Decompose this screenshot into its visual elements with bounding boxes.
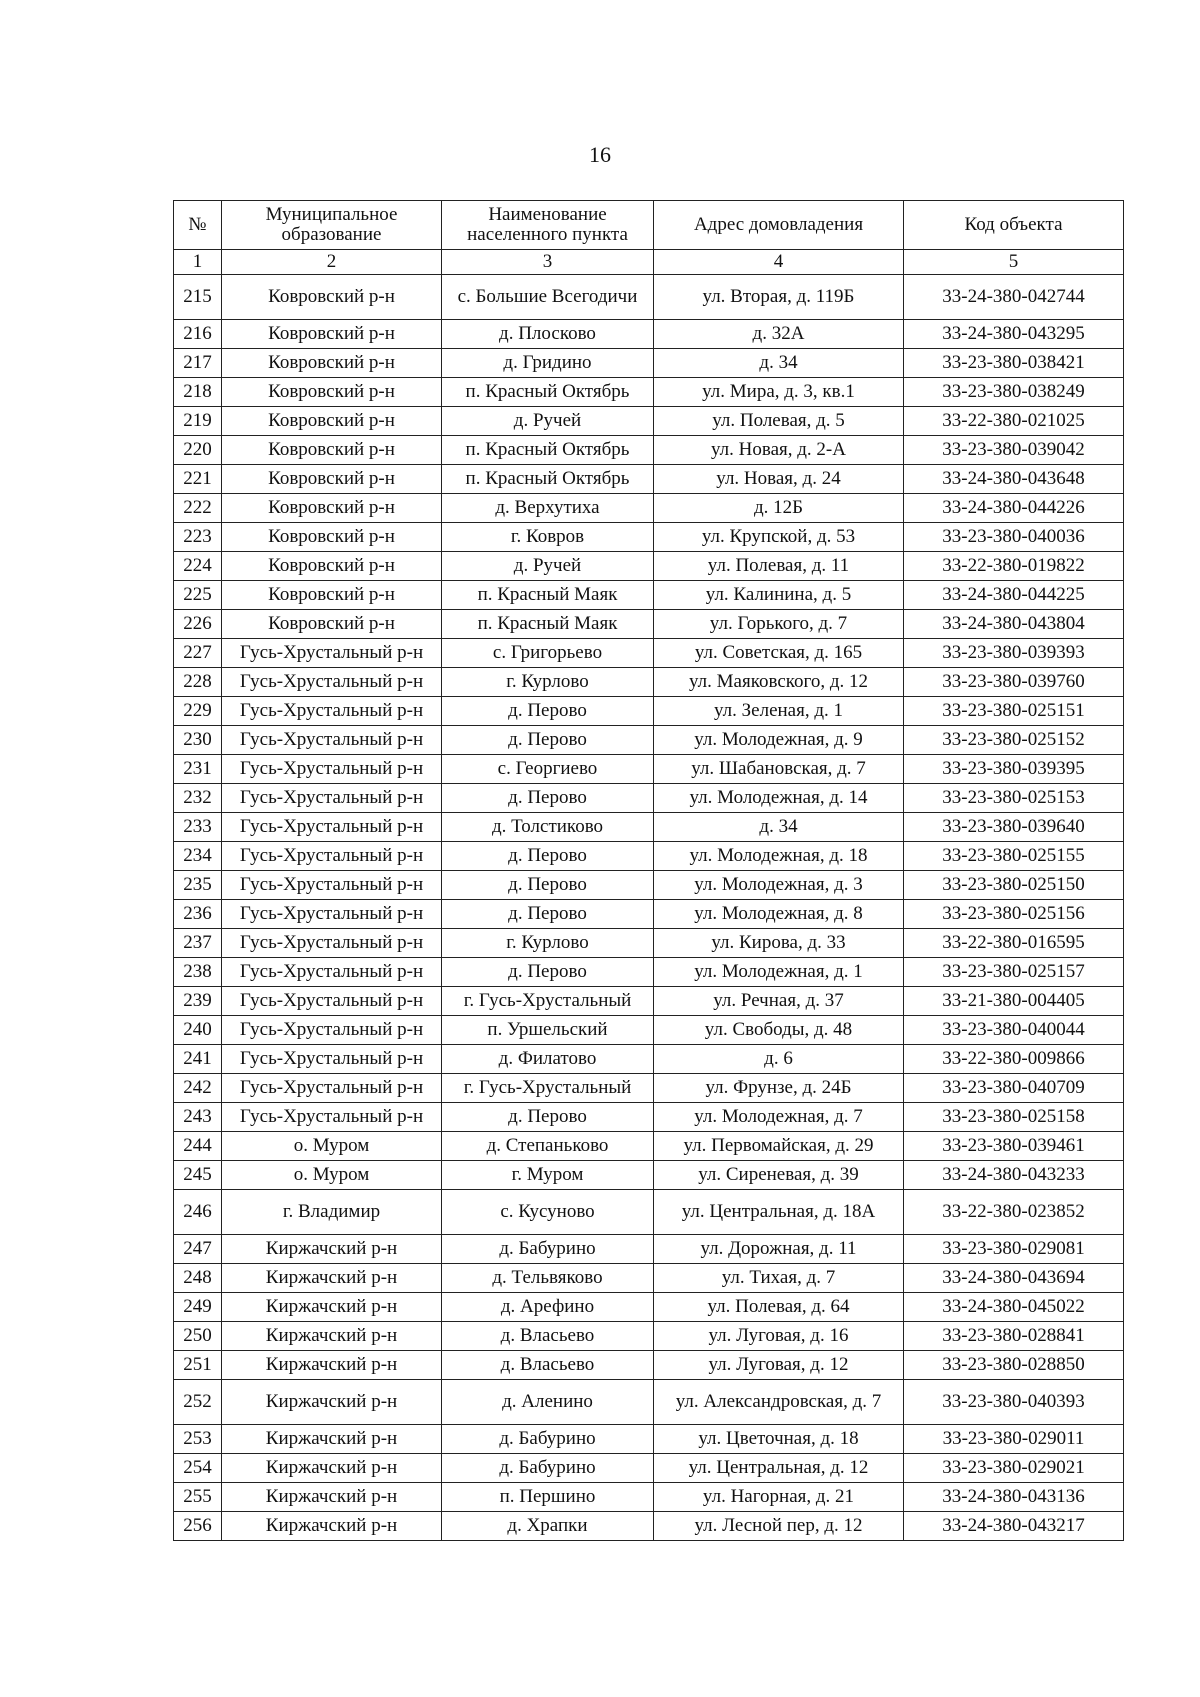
table-row bbox=[174, 1235, 1124, 1264]
row-number-cell: 250 bbox=[174, 1322, 222, 1351]
settlement-cell: д. Аленино bbox=[442, 1380, 654, 1425]
object-code-cell: 33-23-380-039042 bbox=[904, 436, 1124, 465]
address-cell: ул. Шабановская, д. 7 bbox=[654, 755, 904, 784]
settlement-cell: п. Красный Октябрь bbox=[442, 378, 654, 407]
row-number-cell: 219 bbox=[174, 407, 222, 436]
address-cell: ул. Свободы, д. 48 bbox=[654, 1016, 904, 1045]
object-code-cell: 33-23-380-029021 bbox=[904, 1454, 1124, 1483]
address-cell: д. 6 bbox=[654, 1045, 904, 1074]
row-number-cell: 251 bbox=[174, 1351, 222, 1380]
row-number-cell: 244 bbox=[174, 1132, 222, 1161]
table-row bbox=[174, 813, 1124, 842]
address-cell: ул. Полевая, д. 11 bbox=[654, 552, 904, 581]
table-row bbox=[174, 494, 1124, 523]
table-row bbox=[174, 1351, 1124, 1380]
address-cell: ул. Крупской, д. 53 bbox=[654, 523, 904, 552]
address-cell: д. 34 bbox=[654, 813, 904, 842]
municipality-cell: Ковровский р-н bbox=[222, 436, 442, 465]
address-cell: ул. Молодежная, д. 1 bbox=[654, 958, 904, 987]
page-number: 16 bbox=[589, 142, 611, 167]
object-code-cell: 33-23-380-038249 bbox=[904, 378, 1124, 407]
table-row bbox=[174, 523, 1124, 552]
address-cell: ул. Молодежная, д. 14 bbox=[654, 784, 904, 813]
table-row bbox=[174, 581, 1124, 610]
settlement-cell: п. Красный Маяк bbox=[442, 581, 654, 610]
settlement-cell: д. Бабурино bbox=[442, 1425, 654, 1454]
address-cell: ул. Маяковского, д. 12 bbox=[654, 668, 904, 697]
row-number-cell: 248 bbox=[174, 1264, 222, 1293]
object-code-cell: 33-24-380-043648 bbox=[904, 465, 1124, 494]
municipality-cell: Гусь-Хрустальный р-н bbox=[222, 697, 442, 726]
settlement-cell: д. Бабурино bbox=[442, 1454, 654, 1483]
header-number: № bbox=[174, 201, 222, 250]
table-row bbox=[174, 436, 1124, 465]
settlement-cell: д. Ручей bbox=[442, 552, 654, 581]
settlement-cell: с. Георгиево bbox=[442, 755, 654, 784]
column-number-row bbox=[174, 250, 1124, 275]
table-body bbox=[174, 275, 1124, 1541]
object-code-cell: 33-24-380-044226 bbox=[904, 494, 1124, 523]
object-code-cell: 33-22-380-016595 bbox=[904, 929, 1124, 958]
municipality-cell: Гусь-Хрустальный р-н bbox=[222, 1103, 442, 1132]
table-row bbox=[174, 958, 1124, 987]
municipality-cell: Гусь-Хрустальный р-н bbox=[222, 871, 442, 900]
table-row bbox=[174, 900, 1124, 929]
address-cell: ул. Лесной пер, д. 12 bbox=[654, 1512, 904, 1541]
table-row bbox=[174, 987, 1124, 1016]
settlement-cell: д. Филатово bbox=[442, 1045, 654, 1074]
row-number-cell: 231 bbox=[174, 755, 222, 784]
settlement-cell: с. Большие Всегодичи bbox=[442, 275, 654, 320]
row-number-cell: 220 bbox=[174, 436, 222, 465]
row-number-cell: 238 bbox=[174, 958, 222, 987]
settlement-cell: с. Кусуново bbox=[442, 1190, 654, 1235]
municipality-cell: Киржачский р-н bbox=[222, 1425, 442, 1454]
header-settlement: Наименование населенного пункта bbox=[442, 201, 654, 250]
settlement-cell: п. Красный Маяк bbox=[442, 610, 654, 639]
row-number-cell: 245 bbox=[174, 1161, 222, 1190]
object-code-cell: 33-23-380-039393 bbox=[904, 639, 1124, 668]
row-number-cell: 218 bbox=[174, 378, 222, 407]
table-row bbox=[174, 1190, 1124, 1235]
object-code-cell: 33-23-380-025150 bbox=[904, 871, 1124, 900]
address-cell: ул. Калинина, д. 5 bbox=[654, 581, 904, 610]
object-code-cell: 33-24-380-043217 bbox=[904, 1512, 1124, 1541]
municipality-cell: Ковровский р-н bbox=[222, 523, 442, 552]
object-code-cell: 33-23-380-040393 bbox=[904, 1380, 1124, 1425]
address-cell: ул. Мира, д. 3, кв.1 bbox=[654, 378, 904, 407]
address-cell: ул. Кирова, д. 33 bbox=[654, 929, 904, 958]
object-code-cell: 33-23-380-039461 bbox=[904, 1132, 1124, 1161]
object-code-cell: 33-23-380-040709 bbox=[904, 1074, 1124, 1103]
row-number-cell: 237 bbox=[174, 929, 222, 958]
table-row bbox=[174, 275, 1124, 320]
address-cell: ул. Речная, д. 37 bbox=[654, 987, 904, 1016]
municipality-cell: Киржачский р-н bbox=[222, 1322, 442, 1351]
settlement-cell: д. Перово bbox=[442, 784, 654, 813]
address-cell: ул. Центральная, д. 18А bbox=[654, 1190, 904, 1235]
settlement-cell: д. Перово bbox=[442, 958, 654, 987]
settlement-cell: д. Перово bbox=[442, 1103, 654, 1132]
table-row bbox=[174, 407, 1124, 436]
table-row bbox=[174, 610, 1124, 639]
settlement-cell: г. Гусь-Хрустальный bbox=[442, 1074, 654, 1103]
column-number: 2 bbox=[222, 250, 442, 275]
table-row bbox=[174, 1103, 1124, 1132]
row-number-cell: 216 bbox=[174, 320, 222, 349]
row-number-cell: 247 bbox=[174, 1235, 222, 1264]
municipality-cell: Гусь-Хрустальный р-н bbox=[222, 958, 442, 987]
object-code-cell: 33-22-380-023852 bbox=[904, 1190, 1124, 1235]
row-number-cell: 254 bbox=[174, 1454, 222, 1483]
municipality-cell: Гусь-Хрустальный р-н bbox=[222, 900, 442, 929]
row-number-cell: 249 bbox=[174, 1293, 222, 1322]
column-number: 4 bbox=[654, 250, 904, 275]
row-number-cell: 236 bbox=[174, 900, 222, 929]
settlement-cell: д. Толстиково bbox=[442, 813, 654, 842]
settlement-cell: п. Красный Октябрь bbox=[442, 436, 654, 465]
settlement-cell: г. Курлово bbox=[442, 929, 654, 958]
settlement-cell: д. Перово bbox=[442, 871, 654, 900]
table-row bbox=[174, 378, 1124, 407]
table-row bbox=[174, 1016, 1124, 1045]
object-code-cell: 33-23-380-029081 bbox=[904, 1235, 1124, 1264]
row-number-cell: 243 bbox=[174, 1103, 222, 1132]
object-code-cell: 33-22-380-019822 bbox=[904, 552, 1124, 581]
municipality-cell: Киржачский р-н bbox=[222, 1380, 442, 1425]
address-cell: д. 32А bbox=[654, 320, 904, 349]
row-number-cell: 229 bbox=[174, 697, 222, 726]
object-code-cell: 33-24-380-043136 bbox=[904, 1483, 1124, 1512]
table-row bbox=[174, 1045, 1124, 1074]
table-row bbox=[174, 1161, 1124, 1190]
municipality-cell: Киржачский р-н bbox=[222, 1235, 442, 1264]
settlement-cell: д. Храпки bbox=[442, 1512, 654, 1541]
table-row bbox=[174, 784, 1124, 813]
municipality-cell: Гусь-Хрустальный р-н bbox=[222, 755, 442, 784]
address-cell: ул. Горького, д. 7 bbox=[654, 610, 904, 639]
object-code-cell: 33-23-380-039760 bbox=[904, 668, 1124, 697]
address-cell: ул. Молодежная, д. 3 bbox=[654, 871, 904, 900]
municipality-cell: Киржачский р-н bbox=[222, 1512, 442, 1541]
row-number-cell: 233 bbox=[174, 813, 222, 842]
table-row bbox=[174, 552, 1124, 581]
object-code-cell: 33-23-380-025151 bbox=[904, 697, 1124, 726]
settlement-cell: г. Гусь-Хрустальный bbox=[442, 987, 654, 1016]
settlement-cell: д. Перово bbox=[442, 726, 654, 755]
municipality-cell: Киржачский р-н bbox=[222, 1483, 442, 1512]
municipality-cell: Гусь-Хрустальный р-н bbox=[222, 813, 442, 842]
settlement-cell: п. Першино bbox=[442, 1483, 654, 1512]
municipality-cell: г. Владимир bbox=[222, 1190, 442, 1235]
table-row bbox=[174, 842, 1124, 871]
header-address: Адрес домовладения bbox=[654, 201, 904, 250]
address-cell: ул. Молодежная, д. 18 bbox=[654, 842, 904, 871]
settlement-cell: д. Перово bbox=[442, 900, 654, 929]
table-row bbox=[174, 465, 1124, 494]
settlement-cell: д. Власьево bbox=[442, 1351, 654, 1380]
address-cell: ул. Луговая, д. 16 bbox=[654, 1322, 904, 1351]
table-row bbox=[174, 1483, 1124, 1512]
municipality-cell: Ковровский р-н bbox=[222, 378, 442, 407]
address-cell: ул. Новая, д. 24 bbox=[654, 465, 904, 494]
municipality-cell: Гусь-Хрустальный р-н bbox=[222, 668, 442, 697]
row-number-cell: 215 bbox=[174, 275, 222, 320]
object-code-cell: 33-23-380-025156 bbox=[904, 900, 1124, 929]
address-cell: ул. Дорожная, д. 11 bbox=[654, 1235, 904, 1264]
row-number-cell: 232 bbox=[174, 784, 222, 813]
settlement-cell: д. Плосково bbox=[442, 320, 654, 349]
header-object-code: Код объекта bbox=[904, 201, 1124, 250]
column-number: 3 bbox=[442, 250, 654, 275]
municipality-cell: Ковровский р-н bbox=[222, 407, 442, 436]
row-number-cell: 230 bbox=[174, 726, 222, 755]
header-row bbox=[174, 201, 1124, 250]
municipality-cell: Киржачский р-н bbox=[222, 1293, 442, 1322]
table-row bbox=[174, 668, 1124, 697]
object-code-cell: 33-22-380-009866 bbox=[904, 1045, 1124, 1074]
object-code-cell: 33-23-380-025153 bbox=[904, 784, 1124, 813]
settlement-cell: г. Муром bbox=[442, 1161, 654, 1190]
settlement-cell: д. Степаньково bbox=[442, 1132, 654, 1161]
row-number-cell: 217 bbox=[174, 349, 222, 378]
object-code-cell: 33-23-380-040036 bbox=[904, 523, 1124, 552]
settlement-cell: п. Красный Октябрь bbox=[442, 465, 654, 494]
municipality-cell: Ковровский р-н bbox=[222, 610, 442, 639]
settlement-cell: д. Верхутиха bbox=[442, 494, 654, 523]
municipality-cell: Гусь-Хрустальный р-н bbox=[222, 726, 442, 755]
address-cell: ул. Молодежная, д. 8 bbox=[654, 900, 904, 929]
table-row bbox=[174, 320, 1124, 349]
object-code-cell: 33-23-380-025152 bbox=[904, 726, 1124, 755]
object-code-cell: 33-24-380-043295 bbox=[904, 320, 1124, 349]
row-number-cell: 241 bbox=[174, 1045, 222, 1074]
table-row bbox=[174, 929, 1124, 958]
table-row bbox=[174, 1132, 1124, 1161]
municipality-cell: о. Муром bbox=[222, 1132, 442, 1161]
municipality-cell: Гусь-Хрустальный р-н bbox=[222, 842, 442, 871]
row-number-cell: 246 bbox=[174, 1190, 222, 1235]
table-row bbox=[174, 1454, 1124, 1483]
object-code-cell: 33-24-380-044225 bbox=[904, 581, 1124, 610]
municipality-cell: Гусь-Хрустальный р-н bbox=[222, 987, 442, 1016]
address-cell: ул. Молодежная, д. 7 bbox=[654, 1103, 904, 1132]
address-cell: ул. Александровская, д. 7 bbox=[654, 1380, 904, 1425]
settlement-cell: п. Уршельский bbox=[442, 1016, 654, 1045]
municipality-cell: Гусь-Хрустальный р-н bbox=[222, 784, 442, 813]
settlement-cell: д. Тельвяково bbox=[442, 1264, 654, 1293]
row-number-cell: 253 bbox=[174, 1425, 222, 1454]
row-number-cell: 239 bbox=[174, 987, 222, 1016]
address-cell: ул. Первомайская, д. 29 bbox=[654, 1132, 904, 1161]
address-cell: д. 34 bbox=[654, 349, 904, 378]
municipality-cell: Ковровский р-н bbox=[222, 494, 442, 523]
row-number-cell: 224 bbox=[174, 552, 222, 581]
municipality-cell: Гусь-Хрустальный р-н bbox=[222, 639, 442, 668]
table-row bbox=[174, 1322, 1124, 1351]
municipality-cell: Ковровский р-н bbox=[222, 465, 442, 494]
table-row bbox=[174, 755, 1124, 784]
address-cell: ул. Нагорная, д. 21 bbox=[654, 1483, 904, 1512]
row-number-cell: 226 bbox=[174, 610, 222, 639]
address-cell: ул. Тихая, д. 7 bbox=[654, 1264, 904, 1293]
row-number-cell: 221 bbox=[174, 465, 222, 494]
object-code-cell: 33-23-380-038421 bbox=[904, 349, 1124, 378]
municipality-cell: Ковровский р-н bbox=[222, 320, 442, 349]
row-number-cell: 255 bbox=[174, 1483, 222, 1512]
municipality-cell: Киржачский р-н bbox=[222, 1351, 442, 1380]
municipality-cell: Ковровский р-н bbox=[222, 581, 442, 610]
address-cell: ул. Луговая, д. 12 bbox=[654, 1351, 904, 1380]
address-cell: ул. Зеленая, д. 1 bbox=[654, 697, 904, 726]
settlement-cell: д. Перово bbox=[442, 697, 654, 726]
objects-table bbox=[173, 200, 1124, 1541]
address-cell: ул. Сиреневая, д. 39 bbox=[654, 1161, 904, 1190]
municipality-cell: Гусь-Хрустальный р-н bbox=[222, 929, 442, 958]
municipality-cell: Гусь-Хрустальный р-н bbox=[222, 1074, 442, 1103]
table-row bbox=[174, 697, 1124, 726]
address-cell: ул. Вторая, д. 119Б bbox=[654, 275, 904, 320]
header-municipality: Муниципальное образование bbox=[222, 201, 442, 250]
table-row bbox=[174, 871, 1124, 900]
object-code-cell: 33-21-380-004405 bbox=[904, 987, 1124, 1016]
object-code-cell: 33-23-380-040044 bbox=[904, 1016, 1124, 1045]
municipality-cell: о. Муром bbox=[222, 1161, 442, 1190]
table-row bbox=[174, 639, 1124, 668]
table-row bbox=[174, 1074, 1124, 1103]
table-row bbox=[174, 349, 1124, 378]
address-cell: ул. Цветочная, д. 18 bbox=[654, 1425, 904, 1454]
municipality-cell: Киржачский р-н bbox=[222, 1454, 442, 1483]
settlement-cell: с. Григорьево bbox=[442, 639, 654, 668]
settlement-cell: д. Власьево bbox=[442, 1322, 654, 1351]
address-cell: ул. Молодежная, д. 9 bbox=[654, 726, 904, 755]
table-row bbox=[174, 1293, 1124, 1322]
address-cell: ул. Фрунзе, д. 24Б bbox=[654, 1074, 904, 1103]
object-code-cell: 33-23-380-025155 bbox=[904, 842, 1124, 871]
column-number: 1 bbox=[174, 250, 222, 275]
table-row bbox=[174, 1264, 1124, 1293]
row-number-cell: 228 bbox=[174, 668, 222, 697]
settlement-cell: д. Перово bbox=[442, 842, 654, 871]
row-number-cell: 222 bbox=[174, 494, 222, 523]
object-code-cell: 33-24-380-045022 bbox=[904, 1293, 1124, 1322]
table-row bbox=[174, 1512, 1124, 1541]
municipality-cell: Ковровский р-н bbox=[222, 349, 442, 378]
municipality-cell: Гусь-Хрустальный р-н bbox=[222, 1045, 442, 1074]
object-code-cell: 33-23-380-028850 bbox=[904, 1351, 1124, 1380]
settlement-cell: д. Бабурино bbox=[442, 1235, 654, 1264]
object-code-cell: 33-24-380-043694 bbox=[904, 1264, 1124, 1293]
municipality-cell: Ковровский р-н bbox=[222, 275, 442, 320]
row-number-cell: 242 bbox=[174, 1074, 222, 1103]
object-code-cell: 33-23-380-039640 bbox=[904, 813, 1124, 842]
row-number-cell: 235 bbox=[174, 871, 222, 900]
row-number-cell: 223 bbox=[174, 523, 222, 552]
column-number: 5 bbox=[904, 250, 1124, 275]
table-row bbox=[174, 1380, 1124, 1425]
settlement-cell: д. Арефино bbox=[442, 1293, 654, 1322]
municipality-cell: Киржачский р-н bbox=[222, 1264, 442, 1293]
address-cell: ул. Советская, д. 165 bbox=[654, 639, 904, 668]
row-number-cell: 240 bbox=[174, 1016, 222, 1045]
municipality-cell: Ковровский р-н bbox=[222, 552, 442, 581]
object-code-cell: 33-24-380-043804 bbox=[904, 610, 1124, 639]
object-code-cell: 33-23-380-029011 bbox=[904, 1425, 1124, 1454]
address-cell: ул. Полевая, д. 5 bbox=[654, 407, 904, 436]
object-code-cell: 33-23-380-025157 bbox=[904, 958, 1124, 987]
address-cell: д. 12Б bbox=[654, 494, 904, 523]
municipality-cell: Гусь-Хрустальный р-н bbox=[222, 1016, 442, 1045]
address-cell: ул. Новая, д. 2-А bbox=[654, 436, 904, 465]
object-code-cell: 33-24-380-042744 bbox=[904, 275, 1124, 320]
settlement-cell: д. Ручей bbox=[442, 407, 654, 436]
settlement-cell: г. Ковров bbox=[442, 523, 654, 552]
row-number-cell: 252 bbox=[174, 1380, 222, 1425]
table-row bbox=[174, 726, 1124, 755]
object-code-cell: 33-22-380-021025 bbox=[904, 407, 1124, 436]
row-number-cell: 234 bbox=[174, 842, 222, 871]
settlement-cell: д. Гридино bbox=[442, 349, 654, 378]
object-code-cell: 33-23-380-028841 bbox=[904, 1322, 1124, 1351]
address-cell: ул. Центральная, д. 12 bbox=[654, 1454, 904, 1483]
settlement-cell: г. Курлово bbox=[442, 668, 654, 697]
row-number-cell: 256 bbox=[174, 1512, 222, 1541]
object-code-cell: 33-24-380-043233 bbox=[904, 1161, 1124, 1190]
address-cell: ул. Полевая, д. 64 bbox=[654, 1293, 904, 1322]
object-code-cell: 33-23-380-025158 bbox=[904, 1103, 1124, 1132]
row-number-cell: 227 bbox=[174, 639, 222, 668]
table-row bbox=[174, 1425, 1124, 1454]
row-number-cell: 225 bbox=[174, 581, 222, 610]
object-code-cell: 33-23-380-039395 bbox=[904, 755, 1124, 784]
